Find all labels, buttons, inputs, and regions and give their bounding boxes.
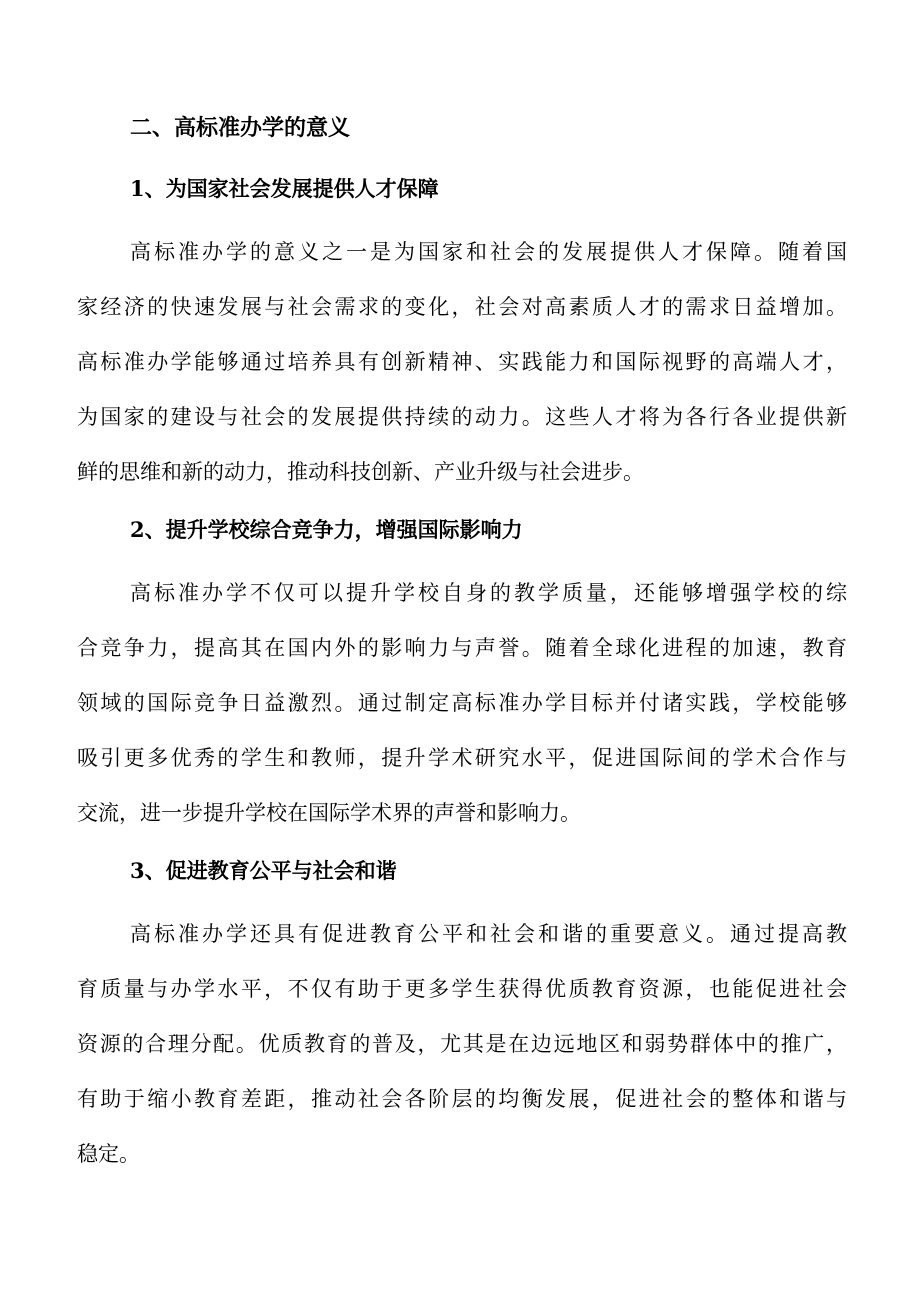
paragraph-line: 吸引更多优秀的学生和教师，提升学术研究水平，促进国际间的学术合作与 — [77, 746, 847, 770]
paragraph-line: 稳定。 — [77, 1142, 140, 1166]
section-heading: 二、高标准办学的意义 — [130, 115, 351, 141]
paragraph-1 — [77, 225, 847, 500]
paragraph-3 — [77, 907, 847, 1182]
subsection-title-1: 1、为国家社会发展提供人才保障 — [130, 176, 439, 201]
paragraph-2 — [77, 566, 847, 841]
paragraph-line: 高标准办学还具有促进教育公平和社会和谐的重要意义。通过提高教 — [130, 922, 847, 946]
paragraph-line: 高标准办学不仅可以提升学校自身的教学质量，还能够增强学校的综 — [130, 581, 847, 605]
paragraph-line: 家经济的快速发展与社会需求的变化，社会对高素质人才的需求日益增加。 — [77, 295, 847, 319]
paragraph-line: 有助于缩小教育差距，推动社会各阶层的均衡发展，促进社会的整体和谐与 — [77, 1087, 847, 1111]
paragraph-line: 鲜的思维和新的动力，推动科技创新、产业升级与社会进步。 — [77, 460, 644, 484]
subsection-title-2: 2、提升学校综合竞争力，增强国际影响力 — [130, 517, 523, 542]
paragraph-line: 为国家的建设与社会的发展提供持续的动力。这些人才将为各行各业提供新 — [77, 405, 847, 429]
paragraph-line: 交流，进一步提升学校在国际学术界的声誉和影响力。 — [77, 801, 581, 825]
paragraph-line: 高标准办学能够通过培养具有创新精神、实践能力和国际视野的高端人才， — [77, 350, 847, 374]
paragraph-line: 育质量与办学水平，不仅有助于更多学生获得优质教育资源，也能促进社会 — [77, 977, 847, 1001]
paragraph-line: 领域的国际竞争日益激烈。通过制定高标准办学目标并付诸实践，学校能够 — [77, 691, 847, 715]
paragraph-line: 高标准办学的意义之一是为国家和社会的发展提供人才保障。随着国 — [130, 240, 847, 264]
subsection-title-3: 3、促进教育公平与社会和谐 — [130, 858, 397, 883]
paragraph-line: 资源的合理分配。优质教育的普及，尤其是在边远地区和弱势群体中的推广， — [77, 1032, 847, 1056]
paragraph-line: 合竞争力，提高其在国内外的影响力与声誉。随着全球化进程的加速，教育 — [77, 636, 847, 660]
